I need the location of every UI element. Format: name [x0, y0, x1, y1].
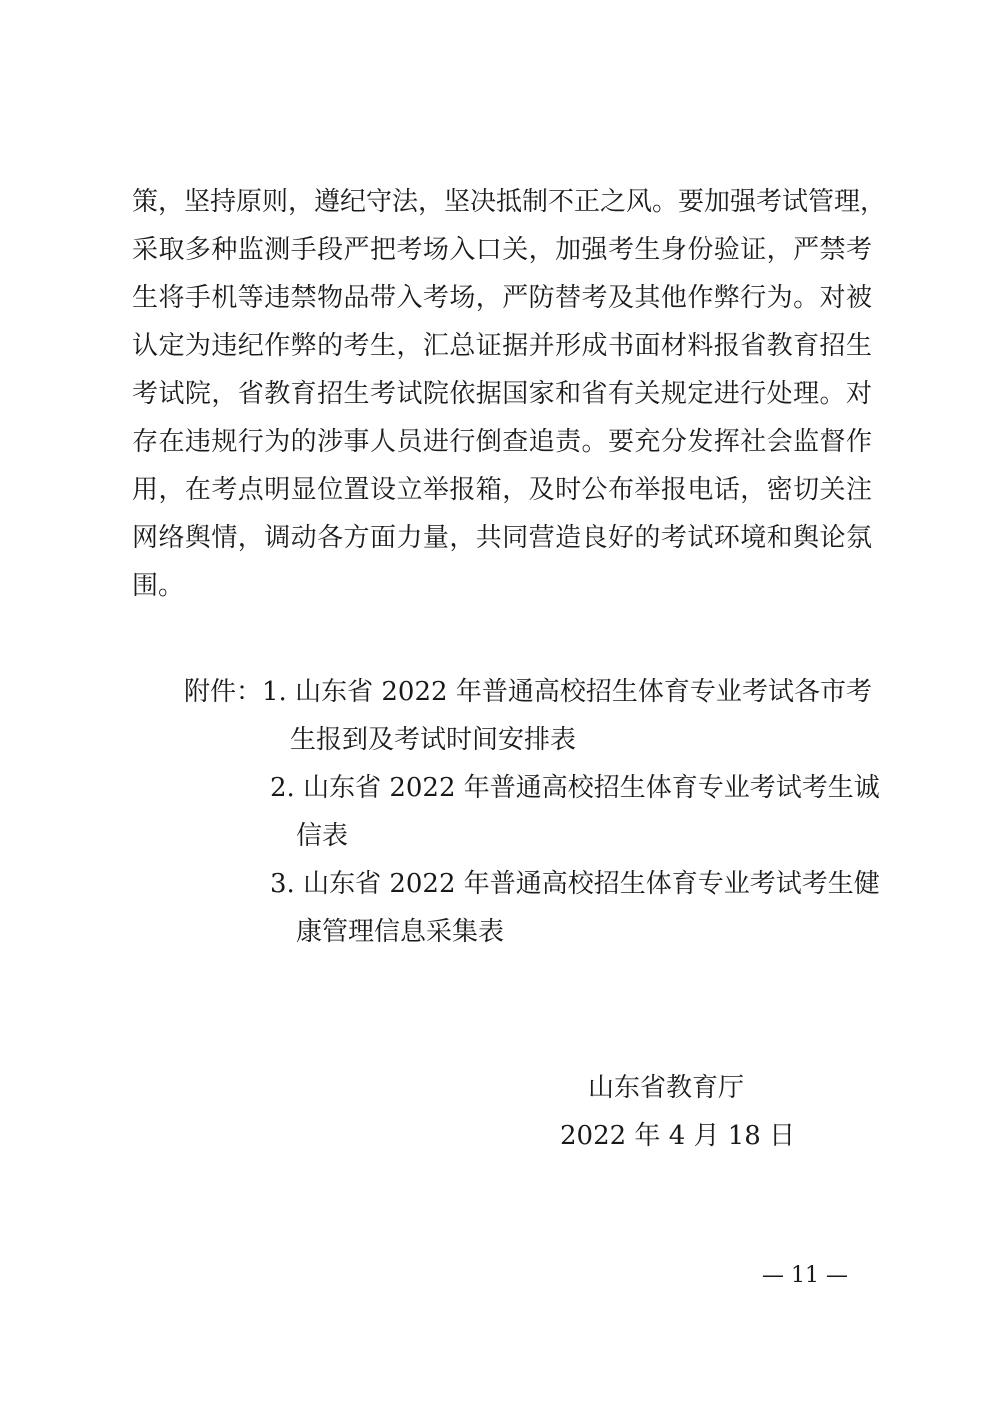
- issue-date: 2022 年 4 月 18 日: [560, 1121, 796, 1151]
- attachment-item-2-line-2: 信表: [296, 821, 349, 851]
- body-line-6: 存在违规行为的涉事人员进行倒查追责。要充分发挥社会监督作: [132, 427, 872, 457]
- attachments-label: 附件：: [184, 677, 263, 707]
- body-line-7: 用，在考点明显位置设立举报箱，及时公布举报电话，密切关注: [132, 475, 872, 505]
- attachment-item-1-line-2: 生报到及考试时间安排表: [290, 725, 577, 755]
- page-number: — 11 —: [762, 1263, 848, 1288]
- attachment-item-2-line-1: 2. 山东省 2022 年普通高校招生体育专业考试考生诚: [270, 773, 880, 803]
- body-line-2: 采取多种监测手段严把考场入口关，加强考生身份验证，严禁考: [132, 235, 872, 265]
- body-line-3: 生将手机等违禁物品带入考场，严防替考及其他作弊行为。对被: [132, 283, 872, 313]
- body-line-8: 网络舆情，调动各方面力量，共同营造良好的考试环境和舆论氛: [132, 523, 872, 553]
- attachment-item-3-line-1: 3. 山东省 2022 年普通高校招生体育专业考试考生健: [270, 869, 880, 899]
- body-line-4: 认定为违纪作弊的考生，汇总证据并形成书面材料报省教育招生: [132, 331, 872, 361]
- body-line-5: 考试院，省教育招生考试院依据国家和省有关规定进行处理。对: [132, 379, 872, 409]
- attachment-item-1-line-1: 1. 山东省 2022 年普通高校招生体育专业考试各市考: [262, 677, 872, 707]
- attachment-item-3-line-2: 康管理信息采集表: [296, 917, 505, 947]
- issuing-organization: 山东省教育厅: [588, 1073, 745, 1103]
- body-line-1: 策，坚持原则，遵纪守法，坚决抵制不正之风。要加强考试管理，: [132, 187, 887, 217]
- body-line-9: 围。: [132, 571, 185, 601]
